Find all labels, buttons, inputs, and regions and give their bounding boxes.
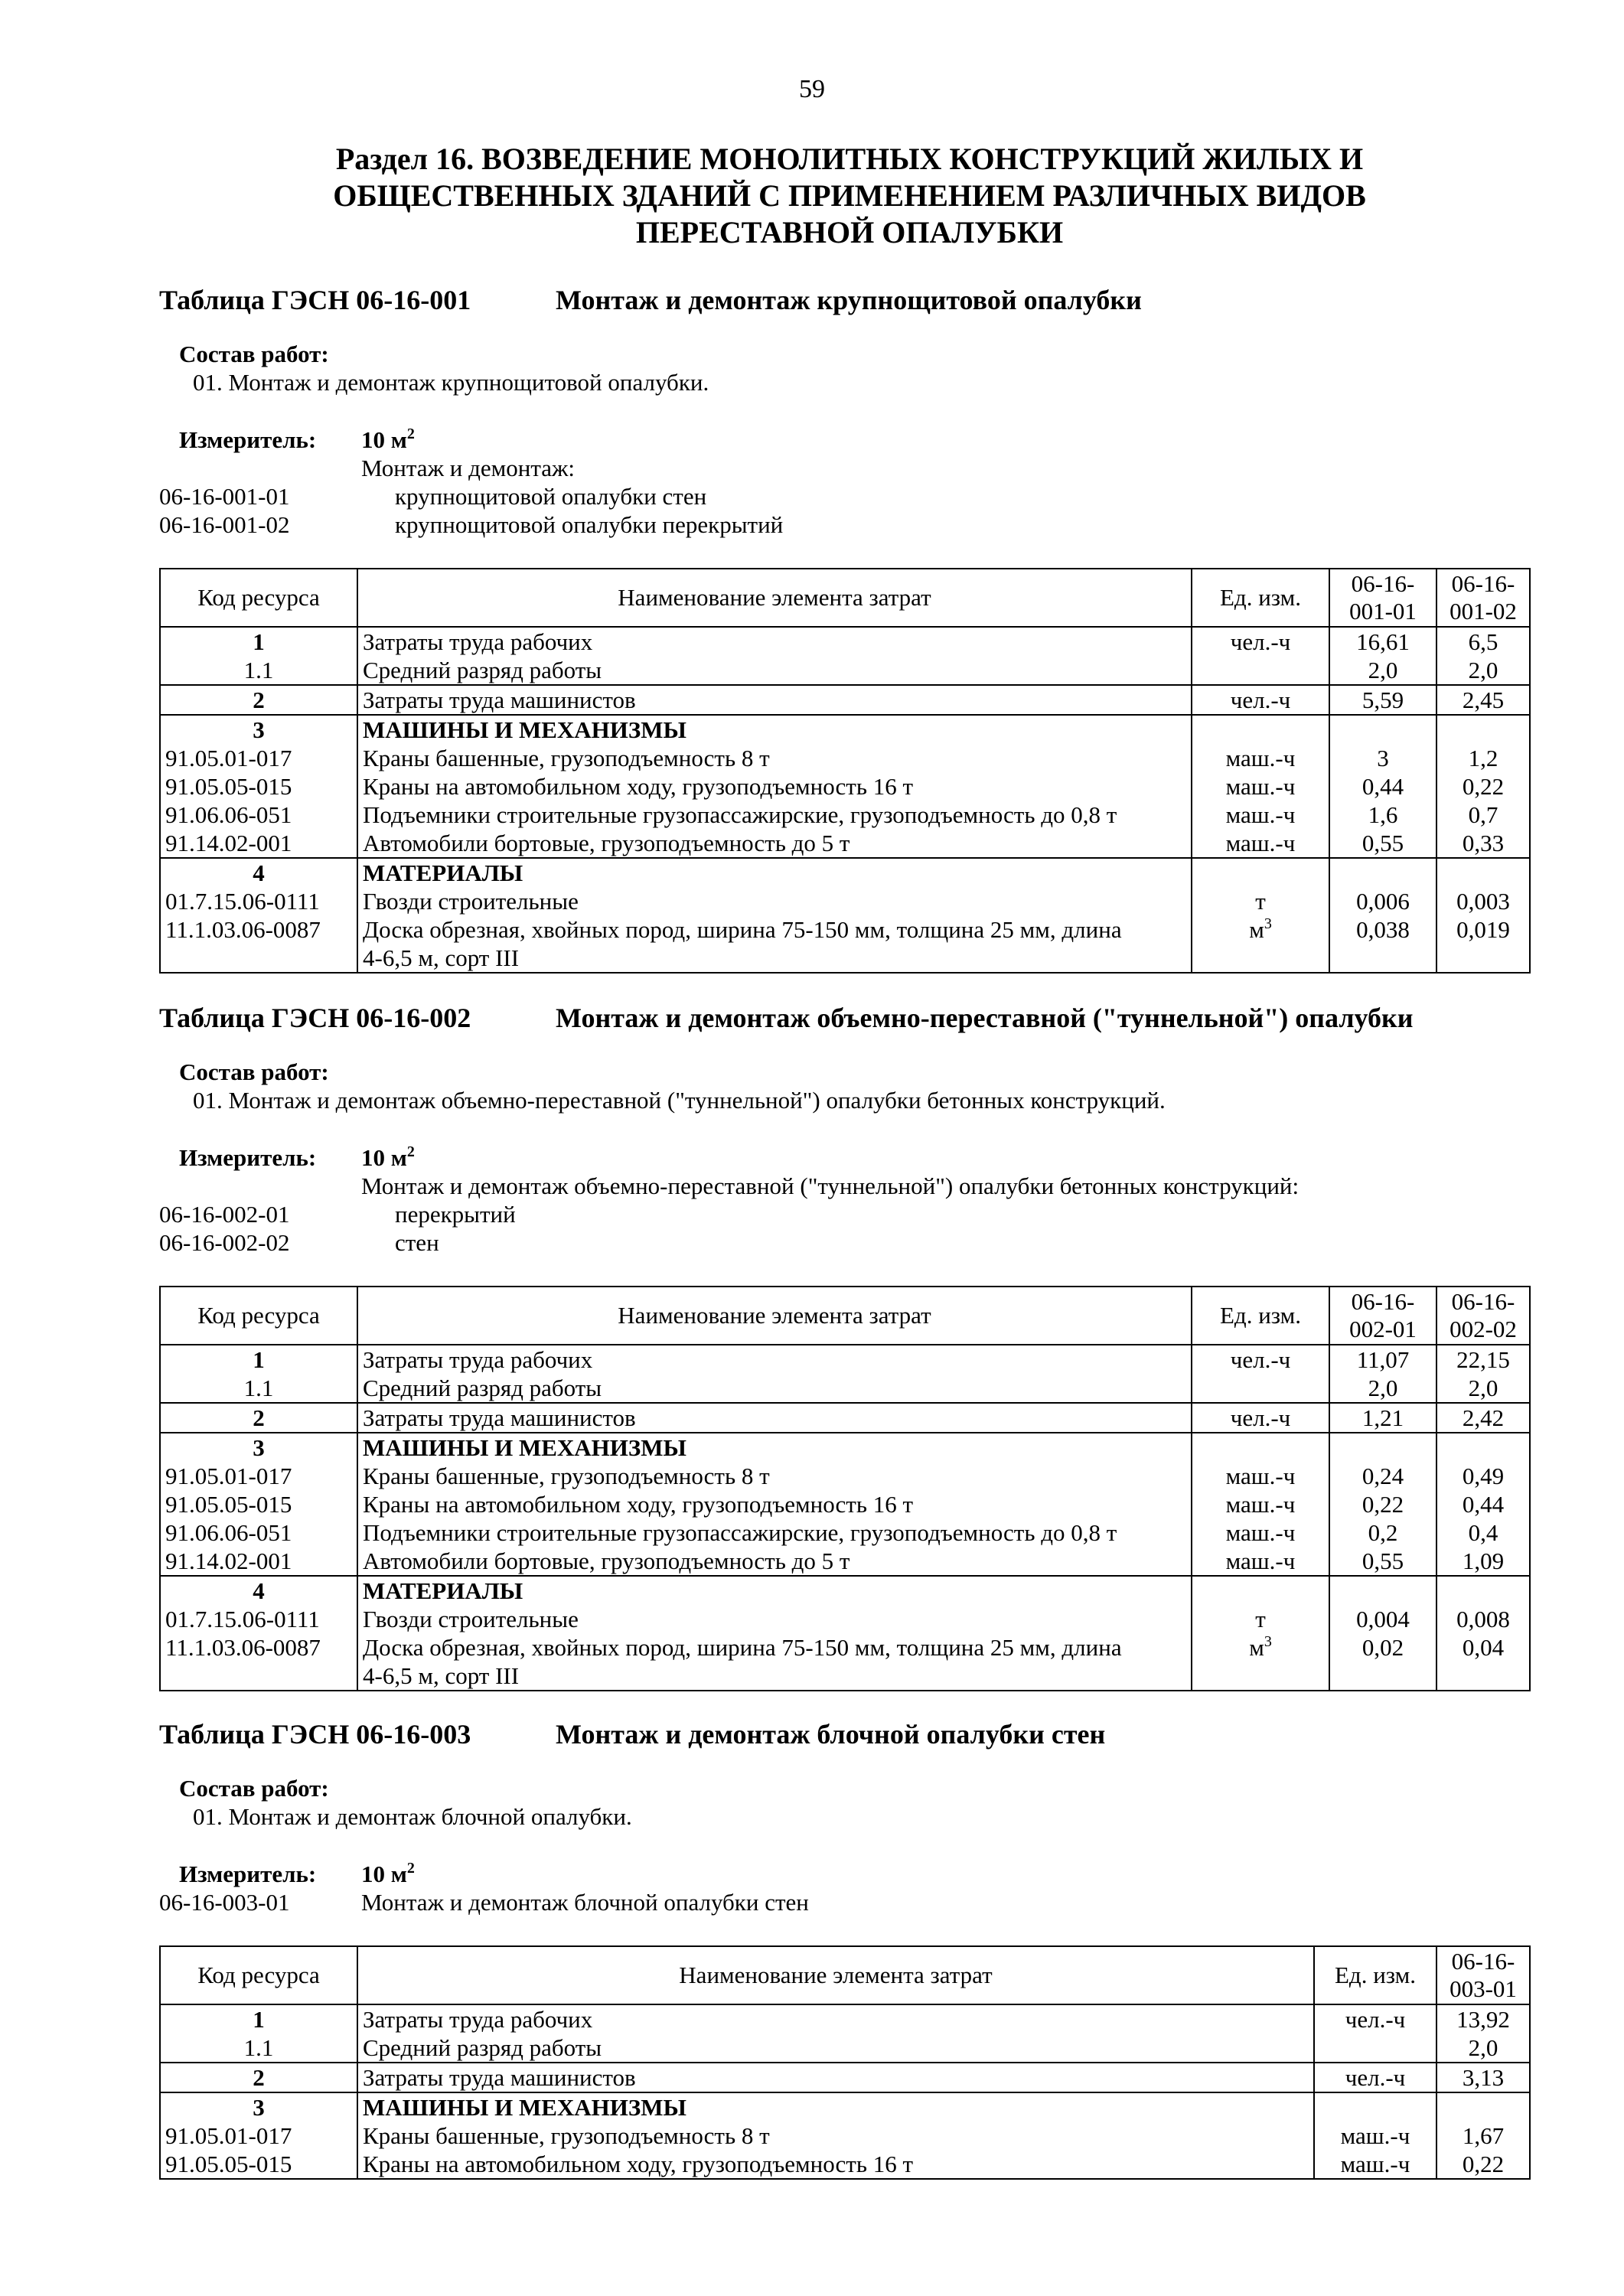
table-row: 11.1.03.06-0087 Доска обрезная, хвойных пород, ширина 75-150 мм, толщина 25 мм, длина 4-6,5 м, сорт III $м^3$ 0,038 0,019 bbox=[160, 915, 1530, 973]
table-row: 11.1.03.06-0087 Доска обрезная, хвойных пород, ширина 75-150 мм, толщина 25 мм, длина 4-6,5 м, сорт III $м^3$ 0,02 0,04 bbox=[160, 1633, 1530, 1691]
table-row: 1.1 Средний разряд работы 2,0 2,0 bbox=[160, 1374, 1530, 1403]
table-row: 91.05.05-015 Краны на автомобильном ходу, грузоподъемность 16 т маш.-ч 0,22 0,44 bbox=[160, 1490, 1530, 1518]
measure-block bbox=[159, 426, 1529, 539]
table-code: Таблица ГЭСН 06-16-001 bbox=[159, 285, 471, 315]
table-code: Таблица ГЭСН 06-16-003 bbox=[159, 1719, 471, 1750]
table-row: 91.06.06-051 Подъемники строительные грузопассажирские, грузоподъемность до 0,8 т маш.-ч 1,6 0,7 bbox=[160, 801, 1530, 829]
measure-label: Измеритель: bbox=[179, 1861, 317, 1887]
table-block-06-16-002 bbox=[159, 1001, 1529, 1691]
measure-label: Измеритель: bbox=[179, 426, 317, 453]
header-name: Наименование элемента затрат bbox=[357, 1287, 1192, 1345]
item-code: 06-16-001-02 bbox=[159, 511, 290, 538]
header-name: Наименование элемента затрат bbox=[357, 569, 1192, 627]
item-name: стен bbox=[395, 1229, 439, 1256]
measure-value: 10 $м^2$ bbox=[361, 426, 415, 453]
table-row: 1 Затраты труда рабочих чел.-ч 16,61 6,5 bbox=[160, 627, 1530, 656]
work-composition-label: Состав работ: bbox=[179, 1775, 329, 1802]
table-row: 2 Затраты труда машинистов чел.-ч 1,21 2,42 bbox=[160, 1403, 1530, 1433]
work-composition-label: Состав работ: bbox=[179, 341, 329, 367]
table-row: 1 Затраты труда рабочих чел.-ч 13,92 bbox=[160, 2004, 1530, 2033]
header-code: Код ресурса bbox=[160, 569, 357, 627]
resource-table bbox=[159, 1286, 1531, 1691]
measure-label: Измеритель: bbox=[179, 1144, 317, 1171]
section-title-line: Раздел 16. ВОЗВЕДЕНИЕ МОНОЛИТНЫХ КОНСТРУКЦИЙ ЖИЛЫХ И bbox=[335, 142, 1364, 176]
table-row: 91.05.01-017 Краны башенные, грузоподъемность 8 т маш.-ч 0,24 0,49 bbox=[160, 1462, 1530, 1490]
table-row: 4 МАТЕРИАЛЫ bbox=[160, 858, 1530, 887]
page-number: 59 bbox=[799, 75, 825, 103]
item-code: 06-16-003-01 bbox=[159, 1889, 290, 1916]
table-row: 3 МАШИНЫ И МЕХАНИЗМЫ bbox=[160, 1433, 1530, 1462]
header-column: 06-16- 003-01 bbox=[1436, 1946, 1530, 2004]
header-code: Код ресурса bbox=[160, 1287, 357, 1345]
header-code: Код ресурса bbox=[160, 1946, 357, 2004]
table-heading bbox=[159, 283, 1529, 317]
table-row: 4 МАТЕРИАЛЫ bbox=[160, 1576, 1530, 1605]
table-title: Монтаж и демонтаж блочной опалубки стен bbox=[556, 1719, 1106, 1750]
table-row: 91.14.02-001 Автомобили бортовые, грузоподъемность до 5 т маш.-ч 0,55 1,09 bbox=[160, 1547, 1530, 1576]
item-name: Монтаж и демонтаж блочной опалубки стен bbox=[361, 1889, 809, 1916]
item-code: 06-16-001-01 bbox=[159, 483, 290, 510]
table-code: Таблица ГЭСН 06-16-002 bbox=[159, 1003, 471, 1033]
work-item: 01. Монтаж и демонтаж блочной опалубки. bbox=[193, 1803, 632, 1830]
item-name: крупнощитовой опалубки перекрытий bbox=[395, 511, 784, 538]
header-name: Наименование элемента затрат bbox=[357, 1946, 1314, 2004]
measure-subtitle: Монтаж и демонтаж: bbox=[361, 455, 576, 481]
measure-block bbox=[159, 1860, 1529, 1916]
table-block-06-16-001 bbox=[159, 283, 1529, 974]
item-code: 06-16-002-02 bbox=[159, 1229, 290, 1256]
table-heading bbox=[159, 1001, 1529, 1035]
work-composition-label: Состав работ: bbox=[179, 1058, 329, 1085]
header-column: 06-16- 002-02 bbox=[1436, 1287, 1530, 1345]
header-column: 06-16- 002-01 bbox=[1329, 1287, 1436, 1345]
table-row: 91.06.06-051 Подъемники строительные грузопассажирские, грузоподъемность до 0,8 т маш.-ч 0,2 0,4 bbox=[160, 1518, 1530, 1547]
measure-value: 10 $м^2$ bbox=[361, 1860, 415, 1887]
measure-block bbox=[159, 1143, 1529, 1257]
section-title-line: ОБЩЕСТВЕННЫХ ЗДАНИЙ С ПРИМЕНЕНИЕМ РАЗЛИЧНЫХ ВИДОВ bbox=[333, 178, 1366, 213]
header-column: 06-16- 001-02 bbox=[1436, 569, 1530, 627]
work-item: 01. Монтаж и демонтаж крупнощитовой опалубки. bbox=[193, 369, 709, 396]
table-row: 3 МАШИНЫ И МЕХАНИЗМЫ bbox=[160, 715, 1530, 744]
item-name: крупнощитовой опалубки стен bbox=[395, 483, 707, 510]
section-title-line: ПЕРЕСТАВНОЙ ОПАЛУБКИ bbox=[635, 215, 1064, 249]
table-row: 1.1 Средний разряд работы 2,0 2,0 bbox=[160, 656, 1530, 685]
measure-subtitle: Монтаж и демонтаж объемно-переставной ("туннельной") опалубки бетонных конструкций: bbox=[361, 1172, 1300, 1199]
header-unit: Ед. изм. bbox=[1314, 1946, 1436, 2004]
header-unit: Ед. изм. bbox=[1192, 569, 1329, 627]
table-heading bbox=[159, 1717, 1529, 1751]
table-row: 91.05.01-017 Краны башенные, грузоподъемность 8 т маш.-ч 1,67 bbox=[160, 2122, 1530, 2150]
measure-value: 10 $м^2$ bbox=[361, 1143, 415, 1171]
table-row: 1 Затраты труда рабочих чел.-ч 11,07 22,15 bbox=[160, 1345, 1530, 1374]
header-column: 06-16- 001-01 bbox=[1329, 569, 1436, 627]
table-row: 3 МАШИНЫ И МЕХАНИЗМЫ bbox=[160, 2092, 1530, 2122]
resource-table bbox=[159, 1945, 1531, 2180]
table-row: 2 Затраты труда машинистов чел.-ч 3,13 bbox=[160, 2063, 1530, 2092]
section-title bbox=[199, 141, 1500, 251]
table-row: 01.7.15.06-0111 Гвозди строительные т 0,006 0,003 bbox=[160, 887, 1530, 915]
table-row: 91.14.02-001 Автомобили бортовые, грузоподъемность до 5 т маш.-ч 0,55 0,33 bbox=[160, 829, 1530, 858]
table-row: 91.05.05-015 Краны на автомобильном ходу, грузоподъемность 16 т маш.-ч 0,22 bbox=[160, 2150, 1530, 2179]
table-row: 2 Затраты труда машинистов чел.-ч 5,59 2,45 bbox=[160, 685, 1530, 715]
table-title: Монтаж и демонтаж объемно-переставной ("туннельной") опалубки bbox=[556, 1003, 1414, 1033]
work-item: 01. Монтаж и демонтаж объемно-переставной ("туннельной") опалубки бетонных конструкций. bbox=[193, 1087, 1166, 1114]
resource-table bbox=[159, 568, 1531, 974]
table-block-06-16-003 bbox=[159, 1717, 1529, 2180]
table-row: 01.7.15.06-0111 Гвозди строительные т 0,004 0,008 bbox=[160, 1605, 1530, 1633]
table-row: 91.05.05-015 Краны на автомобильном ходу, грузоподъемность 16 т маш.-ч 0,44 0,22 bbox=[160, 772, 1530, 801]
table-title: Монтаж и демонтаж крупнощитовой опалубки bbox=[556, 285, 1142, 315]
header-unit: Ед. изм. bbox=[1192, 1287, 1329, 1345]
table-row: 1.1 Средний разряд работы 2,0 bbox=[160, 2033, 1530, 2063]
item-name: перекрытий bbox=[395, 1201, 516, 1228]
item-code: 06-16-002-01 bbox=[159, 1201, 290, 1228]
table-row: 91.05.01-017 Краны башенные, грузоподъемность 8 т маш.-ч 3 1,2 bbox=[160, 744, 1530, 772]
